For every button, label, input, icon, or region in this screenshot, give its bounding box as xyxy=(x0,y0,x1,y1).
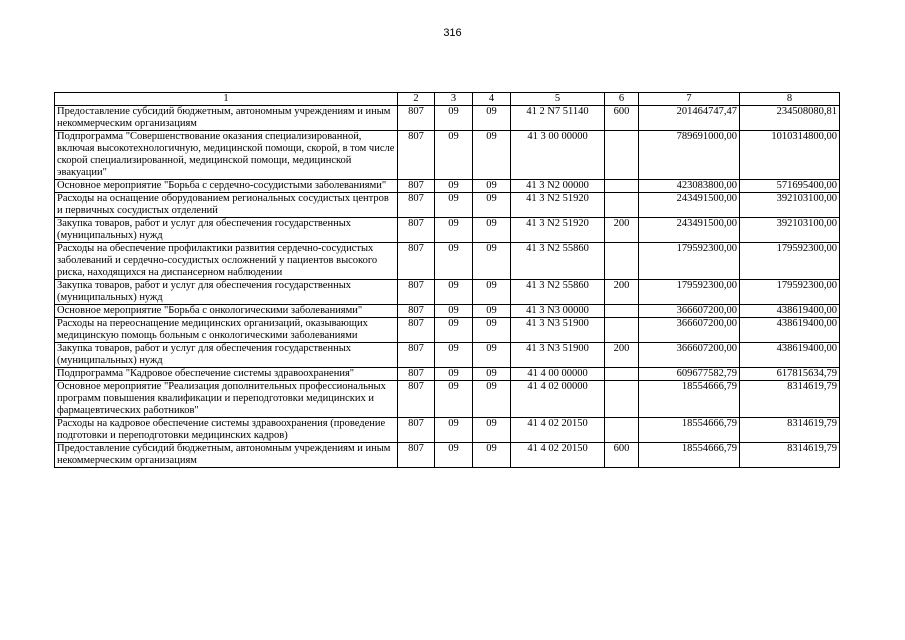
subsection-code: 09 xyxy=(473,443,511,468)
expense-type-code: 200 xyxy=(605,280,639,305)
section-code: 09 xyxy=(435,381,473,418)
subsection-code: 09 xyxy=(473,180,511,193)
section-code: 09 xyxy=(435,243,473,280)
amount-year-2: 571695400,00 xyxy=(740,180,840,193)
amount-year-1: 366607200,00 xyxy=(639,305,740,318)
section-code: 09 xyxy=(435,180,473,193)
row-description: Подпрограмма "Кадровое обеспечение системы здравоохранения" xyxy=(55,368,398,381)
row-description: Основное мероприятие "Реализация дополнительных профессиональных программ повышения квалификации и переподготовки медицинских и фармацевтических работников" xyxy=(55,381,398,418)
subsection-code: 09 xyxy=(473,280,511,305)
row-description: Закупка товаров, работ и услуг для обеспечения государственных (муниципальных) нужд xyxy=(55,343,398,368)
table-row xyxy=(55,193,840,218)
table-body xyxy=(55,106,840,468)
expense-type-code xyxy=(605,368,639,381)
table-row xyxy=(55,318,840,343)
subsection-code: 09 xyxy=(473,193,511,218)
ministry-code: 807 xyxy=(398,318,435,343)
amount-year-1: 243491500,00 xyxy=(639,218,740,243)
column-header: 8 xyxy=(740,93,840,106)
table-row xyxy=(55,218,840,243)
target-article-code: 41 3 00 00000 xyxy=(511,131,605,180)
page-number: 316 xyxy=(443,27,462,39)
amount-year-2: 8314619,79 xyxy=(740,418,840,443)
expense-type-code: 600 xyxy=(605,106,639,131)
section-code: 09 xyxy=(435,106,473,131)
target-article-code: 41 4 02 20150 xyxy=(511,418,605,443)
target-article-code: 41 2 N7 51140 xyxy=(511,106,605,131)
table-row xyxy=(55,131,840,180)
row-description: Предоставление субсидий бюджетным, автономным учреждениям и иным некоммерческим организациям xyxy=(55,443,398,468)
table-row xyxy=(55,180,840,193)
budget-table xyxy=(54,92,840,468)
table-row xyxy=(55,280,840,305)
amount-year-1: 609677582,79 xyxy=(639,368,740,381)
column-header: 7 xyxy=(639,93,740,106)
subsection-code: 09 xyxy=(473,343,511,368)
amount-year-2: 179592300,00 xyxy=(740,243,840,280)
table-row xyxy=(55,443,840,468)
target-article-code: 41 3 N2 00000 xyxy=(511,180,605,193)
section-code: 09 xyxy=(435,343,473,368)
expense-type-code xyxy=(605,131,639,180)
expense-type-code xyxy=(605,318,639,343)
amount-year-2: 1010314800,00 xyxy=(740,131,840,180)
expense-type-code xyxy=(605,180,639,193)
expense-type-code: 200 xyxy=(605,218,639,243)
section-code: 09 xyxy=(435,305,473,318)
ministry-code: 807 xyxy=(398,131,435,180)
table-row xyxy=(55,418,840,443)
section-code: 09 xyxy=(435,443,473,468)
row-description: Закупка товаров, работ и услуг для обеспечения государственных (муниципальных) нужд xyxy=(55,280,398,305)
subsection-code: 09 xyxy=(473,318,511,343)
amount-year-1: 18554666,79 xyxy=(639,418,740,443)
row-description: Закупка товаров, работ и услуг для обеспечения государственных (муниципальных) нужд xyxy=(55,218,398,243)
expense-type-code xyxy=(605,418,639,443)
ministry-code: 807 xyxy=(398,106,435,131)
target-article-code: 41 3 N3 51900 xyxy=(511,343,605,368)
column-header: 1 xyxy=(55,93,398,106)
ministry-code: 807 xyxy=(398,218,435,243)
column-header: 6 xyxy=(605,93,639,106)
expense-type-code xyxy=(605,305,639,318)
ministry-code: 807 xyxy=(398,368,435,381)
subsection-code: 09 xyxy=(473,106,511,131)
table-row xyxy=(55,106,840,131)
amount-year-2: 8314619,79 xyxy=(740,443,840,468)
target-article-code: 41 4 00 00000 xyxy=(511,368,605,381)
table-row xyxy=(55,243,840,280)
subsection-code: 09 xyxy=(473,418,511,443)
expense-type-code xyxy=(605,381,639,418)
subsection-code: 09 xyxy=(473,243,511,280)
target-article-code: 41 3 N3 00000 xyxy=(511,305,605,318)
ministry-code: 807 xyxy=(398,381,435,418)
table-row xyxy=(55,343,840,368)
amount-year-1: 243491500,00 xyxy=(639,193,740,218)
ministry-code: 807 xyxy=(398,418,435,443)
target-article-code: 41 3 N2 55860 xyxy=(511,280,605,305)
amount-year-1: 201464747,47 xyxy=(639,106,740,131)
column-header: 3 xyxy=(435,93,473,106)
section-code: 09 xyxy=(435,193,473,218)
table-row xyxy=(55,368,840,381)
section-code: 09 xyxy=(435,418,473,443)
target-article-code: 41 4 02 00000 xyxy=(511,381,605,418)
subsection-code: 09 xyxy=(473,218,511,243)
section-code: 09 xyxy=(435,368,473,381)
target-article-code: 41 3 N2 51920 xyxy=(511,193,605,218)
target-article-code: 41 3 N2 51920 xyxy=(511,218,605,243)
row-description: Предоставление субсидий бюджетным, автономным учреждениям и иным некоммерческим организациям xyxy=(55,106,398,131)
subsection-code: 09 xyxy=(473,368,511,381)
ministry-code: 807 xyxy=(398,305,435,318)
section-code: 09 xyxy=(435,131,473,180)
row-description: Расходы на обеспечение профилактики развития сердечно-сосудистых заболеваний и сердечно-сосудистых осложнений у пациентов высокого риска, находящихся на диспансерном наблюдении xyxy=(55,243,398,280)
target-article-code: 41 3 N3 51900 xyxy=(511,318,605,343)
ministry-code: 807 xyxy=(398,343,435,368)
expense-type-code: 600 xyxy=(605,443,639,468)
table-row xyxy=(55,381,840,418)
amount-year-2: 617815634,79 xyxy=(740,368,840,381)
target-article-code: 41 4 02 20150 xyxy=(511,443,605,468)
amount-year-2: 438619400,00 xyxy=(740,305,840,318)
subsection-code: 09 xyxy=(473,305,511,318)
column-header: 5 xyxy=(511,93,605,106)
row-description: Расходы на кадровое обеспечение системы здравоохранения (проведение подготовки и переподготовки медицинских кадров) xyxy=(55,418,398,443)
amount-year-1: 18554666,79 xyxy=(639,381,740,418)
section-code: 09 xyxy=(435,280,473,305)
expense-type-code xyxy=(605,193,639,218)
amount-year-2: 234508080,81 xyxy=(740,106,840,131)
ministry-code: 807 xyxy=(398,180,435,193)
target-article-code: 41 3 N2 55860 xyxy=(511,243,605,280)
subsection-code: 09 xyxy=(473,131,511,180)
amount-year-2: 438619400,00 xyxy=(740,318,840,343)
amount-year-2: 392103100,00 xyxy=(740,193,840,218)
ministry-code: 807 xyxy=(398,243,435,280)
row-description: Основное мероприятие "Борьба с сердечно-сосудистыми заболеваниями" xyxy=(55,180,398,193)
amount-year-1: 366607200,00 xyxy=(639,343,740,368)
amount-year-2: 392103100,00 xyxy=(740,218,840,243)
expense-type-code xyxy=(605,243,639,280)
column-header: 4 xyxy=(473,93,511,106)
amount-year-2: 179592300,00 xyxy=(740,280,840,305)
amount-year-1: 423083800,00 xyxy=(639,180,740,193)
subsection-code: 09 xyxy=(473,381,511,418)
section-code: 09 xyxy=(435,218,473,243)
amount-year-2: 438619400,00 xyxy=(740,343,840,368)
header-row xyxy=(55,93,840,106)
table-row xyxy=(55,305,840,318)
ministry-code: 807 xyxy=(398,280,435,305)
row-description: Основное мероприятие "Борьба с онкологическими заболеваниями" xyxy=(55,305,398,318)
expense-type-code: 200 xyxy=(605,343,639,368)
row-description: Расходы на переоснащение медицинских организаций, оказывающих медицинскую помощь больным с онкологическими заболеваниями xyxy=(55,318,398,343)
column-header: 2 xyxy=(398,93,435,106)
amount-year-1: 789691000,00 xyxy=(639,131,740,180)
amount-year-1: 366607200,00 xyxy=(639,318,740,343)
ministry-code: 807 xyxy=(398,443,435,468)
section-code: 09 xyxy=(435,318,473,343)
row-description: Расходы на оснащение оборудованием региональных сосудистых центров и первичных сосудистых отделений xyxy=(55,193,398,218)
amount-year-1: 18554666,79 xyxy=(639,443,740,468)
ministry-code: 807 xyxy=(398,193,435,218)
amount-year-1: 179592300,00 xyxy=(639,280,740,305)
row-description: Подпрограмма "Совершенствование оказания специализированной, включая высокотехнологичную, медицинской помощи, скорой, в том числе скорой специализированной, медицинской помощи, медицинской эвакуации" xyxy=(55,131,398,180)
amount-year-2: 8314619,79 xyxy=(740,381,840,418)
amount-year-1: 179592300,00 xyxy=(639,243,740,280)
